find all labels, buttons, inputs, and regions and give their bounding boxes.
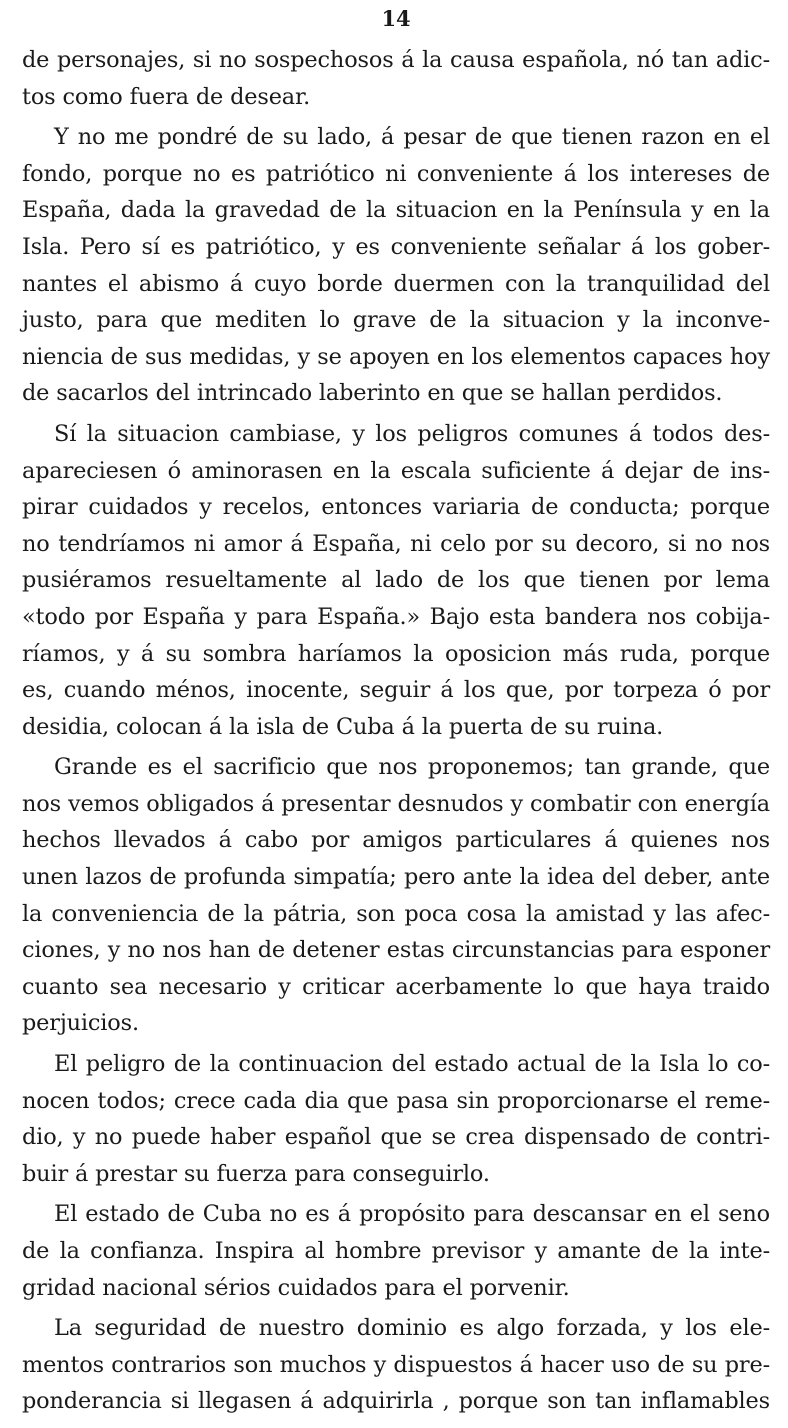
text-line: no tendríamos ni amor á España, ni celo por su decoro, si no nos — [22, 530, 770, 557]
text-line: gridad nacional sérios cuidados para el porvenir. — [22, 1274, 570, 1301]
text-line: nos vemos obligados á presentar desnudos y combatir con energía — [22, 790, 770, 817]
text-line: ciones, y no nos han de detener estas circunstancias para esponer — [22, 937, 770, 964]
text-line: buir á prestar su fuerza para conseguirlo. — [22, 1160, 490, 1187]
text-line: perjuicios. — [22, 1010, 139, 1037]
text-line: Sí la situacion cambiase, y los peligros comunes á todos des- — [54, 420, 770, 447]
text-line: mentos contrarios son muchos y dispuestos á hacer uso de su pre- — [22, 1351, 770, 1378]
text-line: niencia de sus medidas, y se apoyen en los elementos capaces hoy — [22, 343, 770, 370]
text-line: «todo por España y para España.» Bajo esta bandera nos cobija- — [22, 603, 770, 630]
text-line: desidia, colocan á la isla de Cuba á la puerta de su ruina. — [22, 713, 664, 740]
text-line: ríamos, y á su sombra haríamos la oposicion más ruda, porque — [22, 640, 770, 667]
text-line: ponderancia si llegasen á adquirirla , porque son tan inflamables — [22, 1388, 770, 1415]
paragraph — [22, 749, 770, 1042]
text-line: hechos llevados á cabo por amigos particulares á quienes nos — [22, 827, 770, 854]
text-line: Isla. Pero sí es patriótico, y es conveniente señalar á los gober- — [22, 233, 770, 260]
text-line: dio, y no puede haber español que se crea dispensado de contri- — [22, 1124, 770, 1151]
paragraph — [22, 1046, 770, 1192]
document-page — [22, 0, 770, 1428]
text-line: El peligro de la continuacion del estado actual de la Isla lo co- — [54, 1051, 770, 1078]
paragraph — [22, 416, 770, 745]
text-line: nantes el abismo á cuyo borde duermen con la tranquilidad del — [22, 270, 770, 297]
text-line: El estado de Cuba no es á propósito para descansar en el seno — [54, 1201, 770, 1228]
text-line: fondo, porque no es patriótico ni conveniente á los intereses de — [22, 160, 770, 187]
text-line: pusiéramos resueltamente al lado de los que tienen por lema — [22, 567, 770, 594]
paragraph — [22, 42, 770, 115]
text-line: unen lazos de profunda simpatía; pero ante la idea del deber, ante — [22, 864, 770, 891]
text-line: de sacarlos del intrincado laberinto en que se hallan perdidos. — [22, 380, 723, 407]
body-text — [22, 42, 770, 1420]
text-line: cuanto sea necesario y criticar acerbamente lo que haya traido — [22, 973, 770, 1000]
paragraph — [22, 119, 770, 412]
text-line: de la confianza. Inspira al hombre previsor y amante de la inte- — [22, 1238, 770, 1264]
paragraph — [22, 1310, 770, 1420]
text-line: justo, para que mediten lo grave de la situacion y la inconve- — [22, 307, 770, 334]
text-line: pirar cuidados y recelos, entonces variaria de conducta; porque — [22, 494, 770, 521]
text-line: la conveniencia de la pátria, son poca cosa la amistad y las afec- — [22, 900, 770, 927]
page-number: 14 — [381, 6, 411, 31]
paragraph — [22, 1196, 770, 1306]
text-line: tos como fuera de desear. — [22, 83, 311, 110]
text-line: de personajes, si no sospechosos á la causa española, nó tan adic- — [22, 47, 770, 73]
text-line: España, dada la gravedad de la situacion en la Península y en la — [22, 197, 770, 224]
text-line: La seguridad de nuestro dominio es algo forzada, y los ele- — [54, 1315, 770, 1342]
text-line: Y no me pondré de su lado, á pesar de que tienen razon en el — [54, 124, 770, 151]
text-line: apareciesen ó aminorasen en la escala suficiente á dejar de ins- — [22, 457, 770, 484]
text-line: nocen todos; crece cada dia que pasa sin proporcionarse el reme- — [22, 1087, 770, 1114]
text-line: es, cuando ménos, inocente, seguir á los que, por torpeza ó por — [22, 677, 770, 704]
text-line: Grande es el sacrificio que nos proponemos; tan grande, que — [54, 754, 770, 781]
